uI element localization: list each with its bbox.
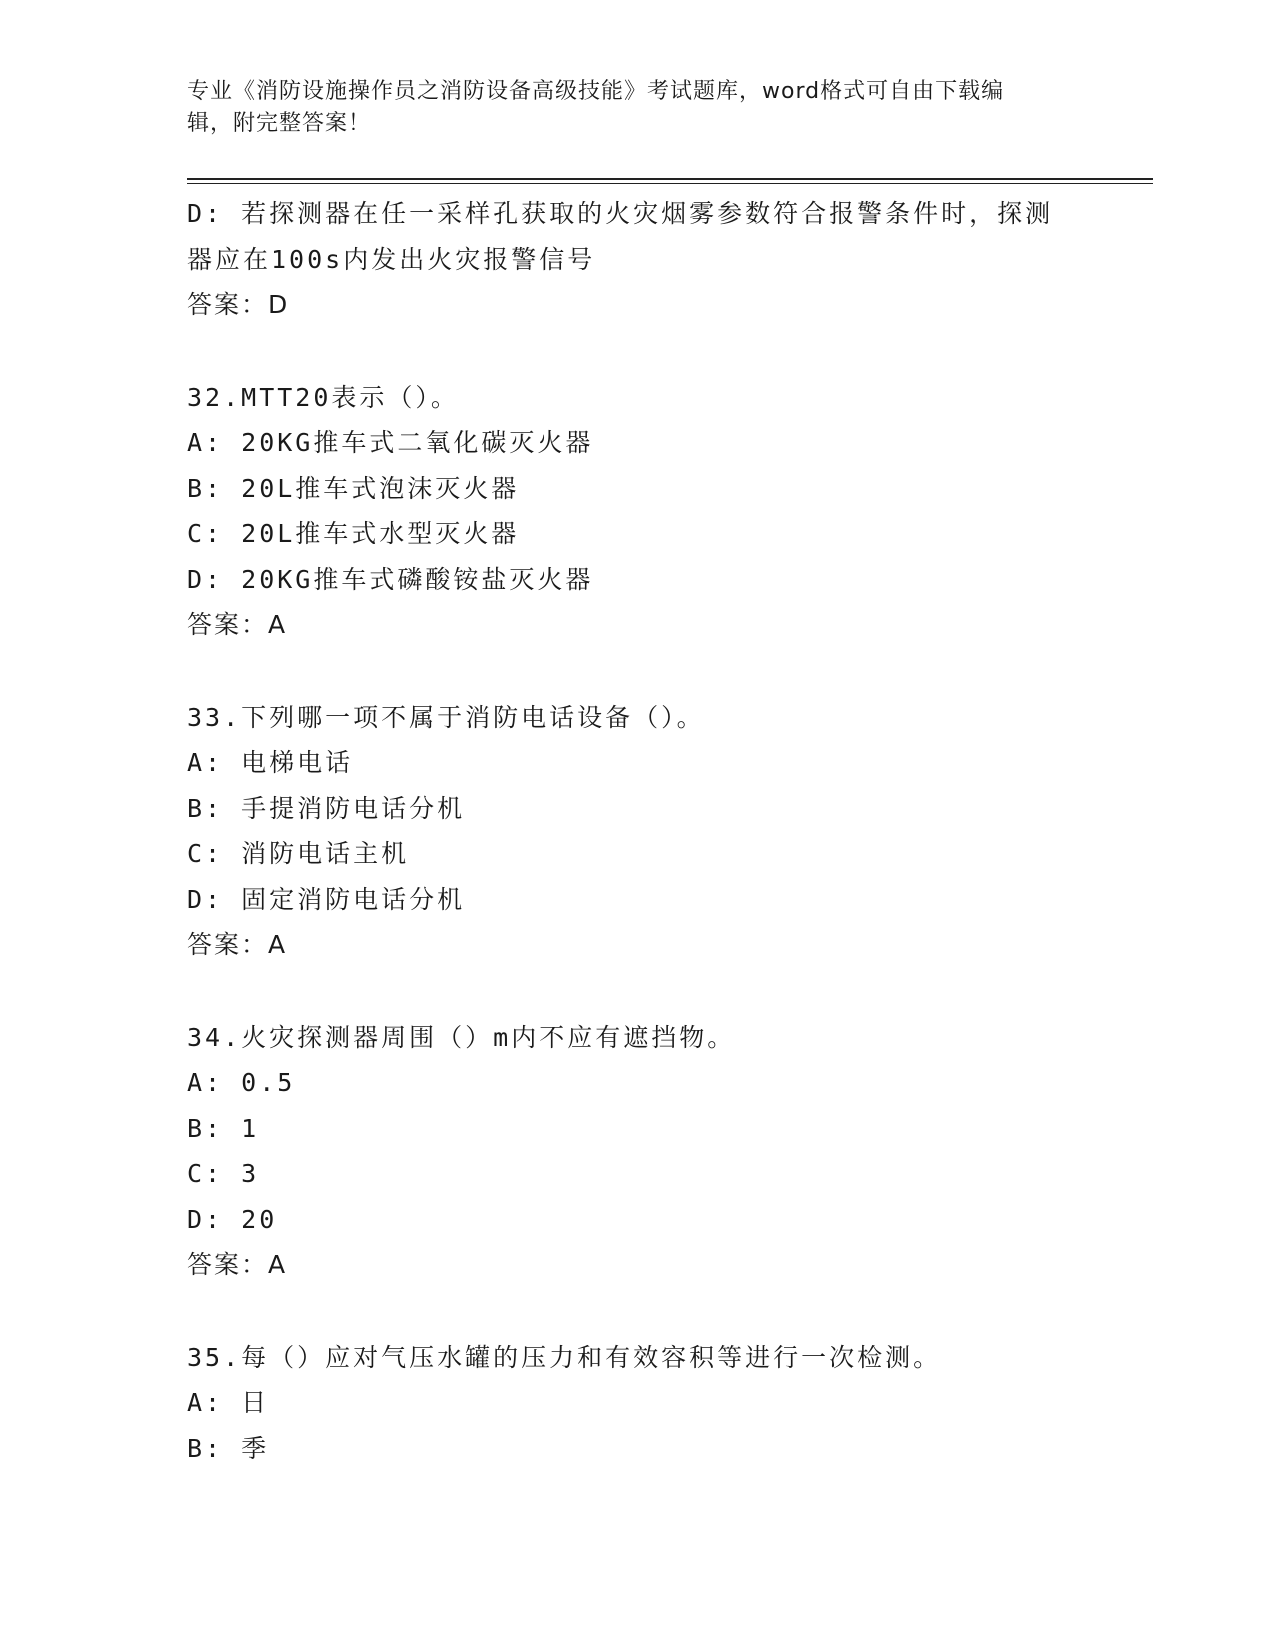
previous-question-tail <box>187 191 1087 328</box>
header-divider-thin <box>187 183 1153 184</box>
question-stem: 33.下列哪一项不属于消防电话设备（）。 <box>187 702 705 732</box>
spacer <box>187 1288 1087 1335</box>
header-divider-thick <box>187 178 1153 180</box>
option-d: D: 固定消防电话分机 <box>187 884 466 914</box>
option-a: A: 20KG推车式二氧化碳灭火器 <box>187 428 594 457</box>
question-35 <box>187 1335 1087 1472</box>
option-a: A: 日 <box>187 1388 270 1417</box>
option-c: C: 消防电话主机 <box>187 839 410 868</box>
option-c: C: 20L推车式水型灭火器 <box>187 519 520 548</box>
option-d: D: 20 <box>187 1204 278 1234</box>
question-stem: 34.火灾探测器周围（）m内不应有遮挡物。 <box>187 1022 736 1052</box>
option-c: C: 3 <box>187 1159 260 1188</box>
option-b: B: 手提消防电话分机 <box>187 793 466 823</box>
spacer <box>187 328 1087 375</box>
question-stem: 32.MTT20表示（）。 <box>187 382 459 412</box>
answer-line: 答案：D <box>187 290 290 319</box>
option-d-line-2: 器应在100s内发出火灾报警信号 <box>187 244 596 274</box>
answer-line: 答案：A <box>187 1250 288 1279</box>
option-b: B: 季 <box>187 1433 270 1463</box>
answer-line: 答案：A <box>187 610 288 639</box>
question-list <box>187 191 1087 1471</box>
header-line-1: 专业《消防设施操作员之消防设备高级技能》考试题库，word格式可自由下载编 <box>187 79 1005 104</box>
document-header <box>187 76 1067 140</box>
option-d: D: 20KG推车式磷酸铵盐灭火器 <box>187 564 594 594</box>
answer-line: 答案：A <box>187 930 288 959</box>
option-a: A: 电梯电话 <box>187 748 354 777</box>
header-line-2: 辑，附完整答案！ <box>187 111 372 136</box>
question-stem: 35.每（）应对气压水罐的压力和有效容积等进行一次检测。 <box>187 1342 942 1372</box>
option-a: A: 0.5 <box>187 1068 296 1097</box>
question-34 <box>187 1015 1087 1288</box>
spacer <box>187 968 1087 1015</box>
option-b: B: 1 <box>187 1113 260 1143</box>
question-33 <box>187 695 1087 968</box>
option-b: B: 20L推车式泡沫灭火器 <box>187 473 520 503</box>
spacer <box>187 648 1087 695</box>
option-d-line-1: D: 若探测器在任一采样孔获取的火灾烟雾参数符合报警条件时，探测 <box>187 199 1054 228</box>
question-32 <box>187 375 1087 648</box>
